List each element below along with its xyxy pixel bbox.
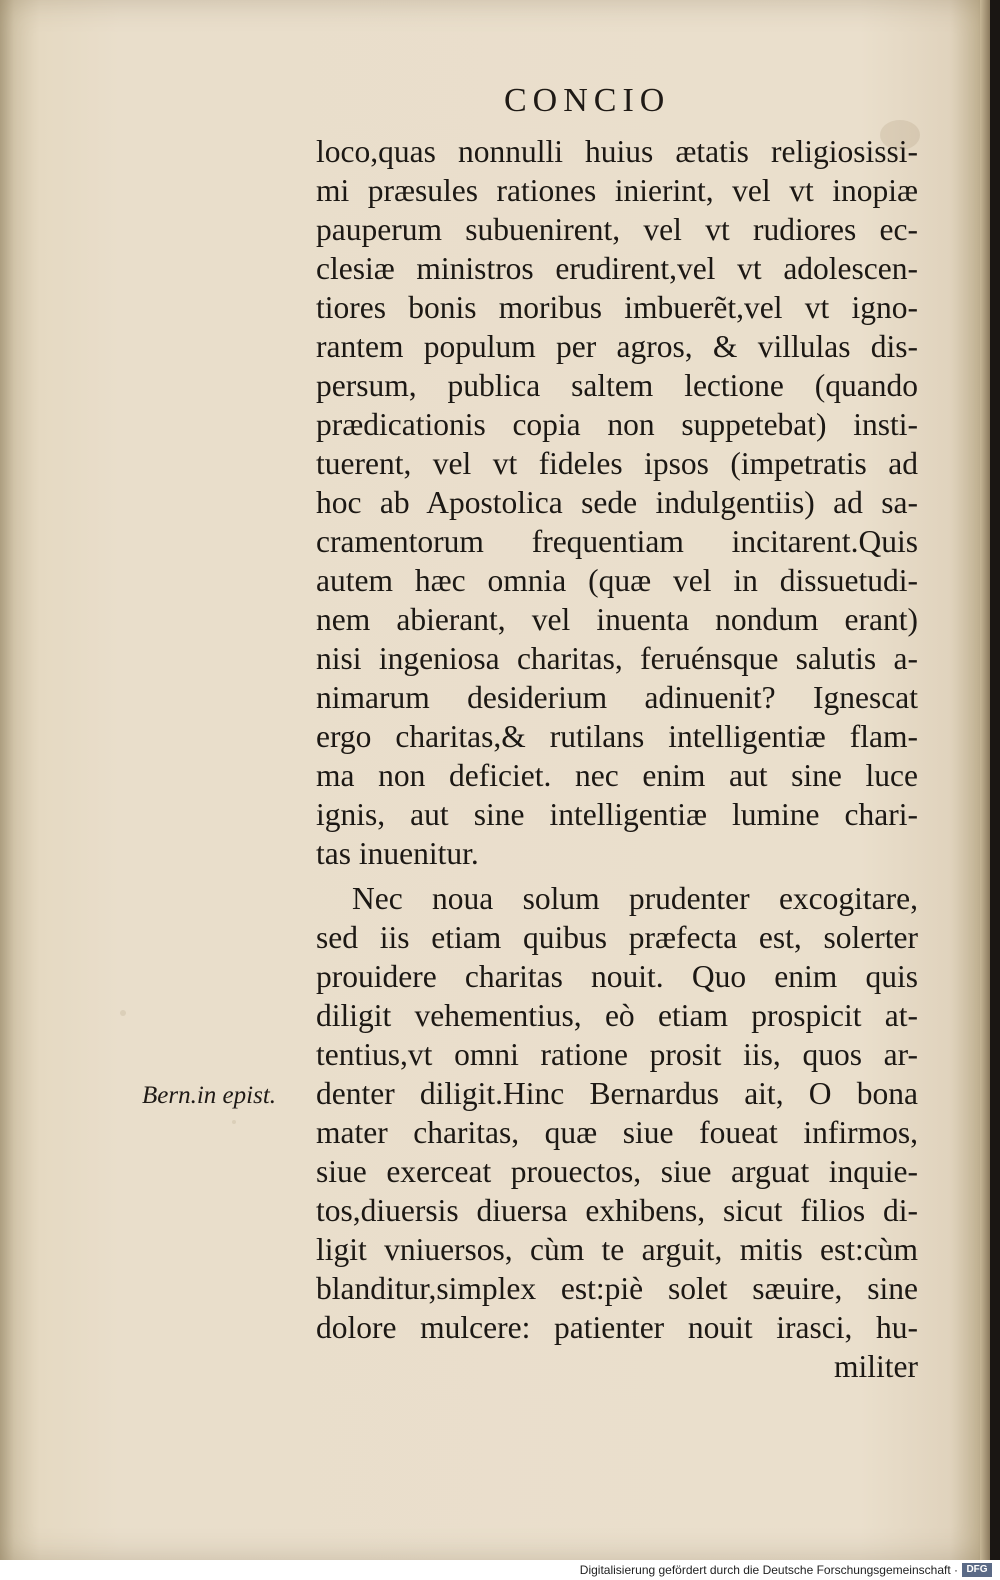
text-line: tas inuenitur. <box>316 836 479 871</box>
text-line: dolore mulcere: patienter nouit irasci, hu- <box>316 1310 918 1345</box>
text-line: Nec noua solum prudenter excogitare, <box>352 881 918 916</box>
text-line: nisi ingeniosa charitas, feruénsque salutis a- <box>316 641 918 676</box>
text-line: nimarum desiderium adinuenit? Ignescat <box>316 680 918 715</box>
text-line: mater charitas, quæ siue foueat infirmos, <box>316 1115 918 1150</box>
text-line: mi præsules rationes inierint, vel vt inopiæ <box>316 173 918 208</box>
text-line: prædicationis copia non suppetebat) insti- <box>316 407 918 442</box>
text-line: tuerent, vel vt fideles ipsos (impetratis ad <box>316 446 918 481</box>
text-line: ligit vniuersos, cùm te arguit, mitis est:cùm <box>316 1232 918 1267</box>
text-line: blanditur,simplex est:piè solet sæuire, sine <box>316 1271 918 1306</box>
digitization-footer <box>0 1560 1000 1580</box>
text-line: tos,diuersis diuersa exhibens, sicut filios di- <box>316 1193 918 1228</box>
text-line: prouidere charitas nouit. Quo enim quis <box>316 959 918 994</box>
text-line: siue exerceat prouectos, siue arguat inquie- <box>316 1154 918 1189</box>
paper-speck <box>232 1120 236 1124</box>
text-line: persum, publica saltem lectione (quando <box>316 368 918 403</box>
dfg-logo-icon[interactable]: DFG <box>962 1563 992 1577</box>
text-line: hoc ab Apostolica sede indulgentiis) ad sa- <box>316 485 918 520</box>
text-line: denter diligit.Hinc Bernardus ait, O bona <box>316 1076 918 1111</box>
margin-note: Bern.in epist. <box>142 1082 277 1109</box>
text-line: tentius,vt omni ratione prosit iis, quos ar- <box>316 1037 918 1072</box>
text-line: clesiæ ministros erudirent,vel vt adolescen- <box>316 251 918 286</box>
text-line: cramentorum frequentiam incitarent.Quis <box>316 524 918 559</box>
footer-credit: Digitalisierung gefördert durch die Deutsche Forschungsgemeinschaft · <box>579 1563 958 1577</box>
text-line: ma non deficiet. nec enim aut sine luce <box>316 758 918 793</box>
text-line: autem hæc omnia (quæ vel in dissuetudi- <box>316 563 918 598</box>
paper-speck <box>120 1010 126 1016</box>
text-line: diligit vehementius, eò etiam prospicit at- <box>316 998 918 1033</box>
text-line: sed iis etiam quibus præfecta est, solerter <box>316 920 918 955</box>
text-line: loco,quas nonnulli huius ætatis religiosissi- <box>316 134 918 169</box>
catchword: militer <box>834 1349 918 1384</box>
body-text <box>316 132 918 1386</box>
text-line: nem abierant, vel inuenta nondum erant) <box>316 602 918 637</box>
text-line: ergo charitas,& rutilans intelligentiæ flam- <box>316 719 918 754</box>
text-line: ignis, aut sine intelligentiæ lumine chari- <box>316 797 918 832</box>
running-head: CONCIO <box>504 82 671 119</box>
text-line: tiores bonis moribus imbuerẽt,vel vt igno- <box>316 290 918 325</box>
text-line: rantem populum per agros, & villulas dis- <box>316 329 918 364</box>
text-line: pauperum subuenirent, vel vt rudiores ec- <box>316 212 918 247</box>
